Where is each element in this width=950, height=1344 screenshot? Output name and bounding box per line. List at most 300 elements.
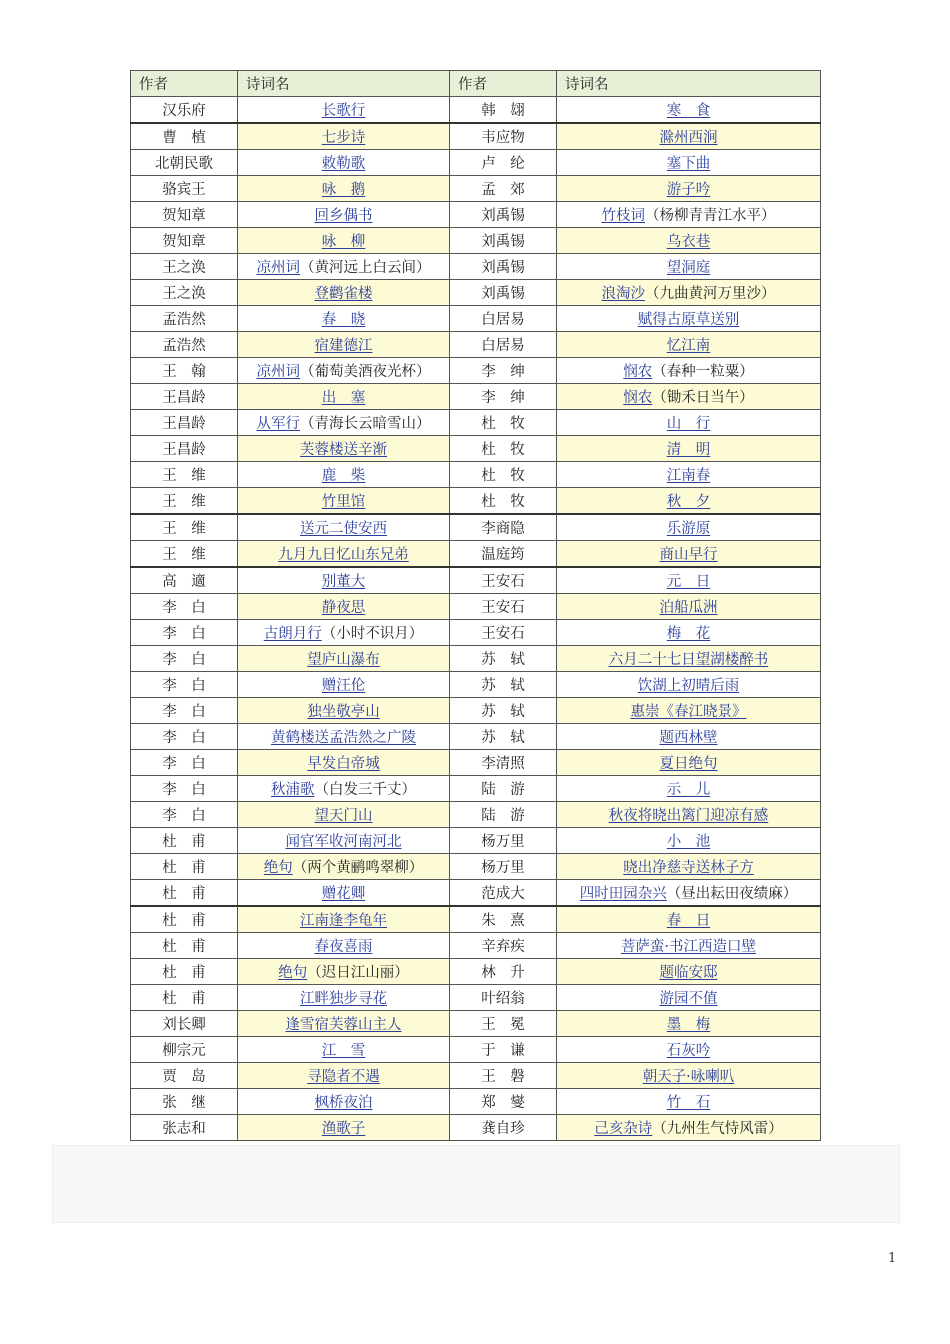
poem-title-cell bbox=[557, 1063, 821, 1089]
table-row bbox=[131, 150, 821, 176]
header-author-2: 作者 bbox=[450, 71, 557, 97]
poem-title-link[interactable]: 江畔独步寻花 bbox=[300, 991, 387, 1007]
poem-title-link[interactable]: 七步诗 bbox=[321, 130, 366, 146]
poem-title-cell bbox=[238, 150, 450, 176]
poem-first-line-note: （白发三千丈） bbox=[314, 782, 416, 798]
poem-title-link[interactable]: 九月九日忆山东兄弟 bbox=[278, 547, 409, 563]
poem-title-cell bbox=[238, 906, 450, 933]
poem-title-cell bbox=[238, 488, 450, 515]
poem-title-link[interactable]: 商山早行 bbox=[659, 547, 718, 563]
poem-title-cell bbox=[557, 306, 821, 332]
poem-title-cell bbox=[238, 462, 450, 488]
author-cell: 苏 轼 bbox=[450, 646, 557, 672]
table-row bbox=[131, 594, 821, 620]
author-cell: 贺知章 bbox=[131, 228, 238, 254]
poem-title-link[interactable]: 秋 夕 bbox=[666, 494, 711, 510]
author-cell: 曹 植 bbox=[131, 123, 238, 150]
author-cell: 刘禹锡 bbox=[450, 280, 557, 306]
poem-title-cell bbox=[238, 410, 450, 436]
poem-title-cell bbox=[557, 384, 821, 410]
poem-title-cell bbox=[238, 802, 450, 828]
poem-title-link[interactable]: 朝天子·咏喇叭 bbox=[642, 1069, 735, 1085]
poem-title-cell bbox=[557, 176, 821, 202]
poem-title-cell bbox=[238, 750, 450, 776]
poem-title-link[interactable]: 塞下曲 bbox=[666, 156, 711, 172]
header-title-1: 诗词名 bbox=[238, 71, 450, 97]
poem-title-cell bbox=[238, 828, 450, 854]
author-cell: 刘禹锡 bbox=[450, 202, 557, 228]
poem-title-link[interactable]: 石灰吟 bbox=[666, 1043, 711, 1059]
poem-title-cell bbox=[238, 1011, 450, 1037]
author-cell: 陆 游 bbox=[450, 802, 557, 828]
poem-title-cell bbox=[238, 254, 450, 280]
poem-title-link[interactable]: 小 池 bbox=[666, 834, 711, 850]
poem-title-cell bbox=[557, 358, 821, 384]
poem-title-cell bbox=[238, 854, 450, 880]
poem-title-link[interactable]: 黄鹤楼送孟浩然之广陵 bbox=[271, 730, 416, 746]
poem-title-cell bbox=[238, 594, 450, 620]
poem-title-link[interactable]: 清 明 bbox=[666, 442, 711, 458]
poem-first-line-note: （葡萄美酒夜光杯） bbox=[300, 364, 431, 380]
poem-title-link[interactable]: 春 日 bbox=[666, 913, 711, 929]
table-row bbox=[131, 462, 821, 488]
poem-title-link[interactable]: 元 日 bbox=[666, 574, 711, 590]
poem-title-cell bbox=[557, 724, 821, 750]
poem-title-link[interactable]: 春夜喜雨 bbox=[314, 939, 373, 955]
author-cell: 于 谦 bbox=[450, 1037, 557, 1063]
author-cell: 杜 甫 bbox=[131, 985, 238, 1011]
author-cell: 王安石 bbox=[450, 620, 557, 646]
table-row bbox=[131, 488, 821, 515]
table-row bbox=[131, 906, 821, 933]
author-cell: 韩 翃 bbox=[450, 97, 557, 124]
poem-title-cell bbox=[557, 672, 821, 698]
author-cell: 李商隐 bbox=[450, 514, 557, 541]
poem-title-link[interactable]: 题西林壁 bbox=[659, 730, 718, 746]
author-cell: 柳宗元 bbox=[131, 1037, 238, 1063]
author-cell: 李 白 bbox=[131, 620, 238, 646]
footer-panel bbox=[52, 1145, 900, 1223]
author-cell: 刘禹锡 bbox=[450, 228, 557, 254]
author-cell: 贾 岛 bbox=[131, 1063, 238, 1089]
poem-title-link[interactable]: 早发白帝城 bbox=[307, 756, 380, 772]
table-row bbox=[131, 410, 821, 436]
poem-title-link[interactable]: 独坐敬亭山 bbox=[307, 704, 380, 720]
table-row bbox=[131, 228, 821, 254]
poem-title-cell bbox=[557, 620, 821, 646]
table-row bbox=[131, 514, 821, 541]
poem-title-cell bbox=[238, 384, 450, 410]
author-cell: 杨万里 bbox=[450, 828, 557, 854]
header-title-2: 诗词名 bbox=[557, 71, 821, 97]
poem-title-cell bbox=[557, 698, 821, 724]
poem-title-link[interactable]: 枫桥夜泊 bbox=[314, 1095, 373, 1111]
poem-title-link[interactable]: 凉州词 bbox=[256, 364, 300, 380]
author-cell: 王 维 bbox=[131, 462, 238, 488]
poem-title-cell bbox=[557, 254, 821, 280]
poem-title-link[interactable]: 古朗月行 bbox=[263, 626, 322, 642]
poem-title-link[interactable]: 游子吟 bbox=[666, 182, 711, 198]
author-cell: 高 適 bbox=[131, 567, 238, 594]
author-cell: 王之涣 bbox=[131, 280, 238, 306]
poem-title-cell bbox=[238, 1037, 450, 1063]
poem-title-cell bbox=[238, 1115, 450, 1141]
poem-title-cell bbox=[557, 854, 821, 880]
poem-title-link[interactable]: 凉州词 bbox=[256, 260, 300, 276]
table-row bbox=[131, 1063, 821, 1089]
poem-title-cell bbox=[557, 150, 821, 176]
poem-title-link[interactable]: 墨 梅 bbox=[666, 1017, 711, 1033]
table-row bbox=[131, 1115, 821, 1141]
poem-title-link[interactable]: 春 晓 bbox=[321, 312, 366, 328]
poem-title-link[interactable]: 梅 花 bbox=[666, 626, 711, 642]
poem-title-cell bbox=[557, 202, 821, 228]
author-cell: 李 白 bbox=[131, 802, 238, 828]
poem-title-cell bbox=[238, 541, 450, 568]
author-cell: 白居易 bbox=[450, 306, 557, 332]
table-row bbox=[131, 567, 821, 594]
author-cell: 林 升 bbox=[450, 959, 557, 985]
poem-title-link[interactable]: 宿建德江 bbox=[314, 338, 373, 354]
table-row bbox=[131, 620, 821, 646]
table-row bbox=[131, 202, 821, 228]
table-row bbox=[131, 1037, 821, 1063]
poem-title-cell bbox=[238, 436, 450, 462]
poem-title-link[interactable]: 敕勒歌 bbox=[321, 156, 366, 172]
poem-title-cell bbox=[557, 828, 821, 854]
table-row bbox=[131, 280, 821, 306]
poem-title-cell bbox=[557, 776, 821, 802]
poem-title-link[interactable]: 山 行 bbox=[666, 416, 711, 432]
poem-title-link[interactable]: 秋夜将晓出篱门迎凉有感 bbox=[608, 808, 769, 824]
poem-table bbox=[130, 70, 821, 1141]
poem-title-link[interactable]: 寻隐者不遇 bbox=[307, 1069, 380, 1085]
author-cell: 张 继 bbox=[131, 1089, 238, 1115]
table-row bbox=[131, 802, 821, 828]
poem-first-line-note: （小时不识月） bbox=[321, 626, 424, 642]
poem-title-cell bbox=[238, 880, 450, 907]
poem-title-cell bbox=[557, 880, 821, 907]
author-cell: 杜 甫 bbox=[131, 828, 238, 854]
author-cell: 孟浩然 bbox=[131, 306, 238, 332]
poem-title-link[interactable]: 忆江南 bbox=[666, 338, 711, 354]
poem-title-link[interactable]: 芙蓉楼送辛渐 bbox=[300, 442, 387, 458]
author-cell: 李 绅 bbox=[450, 384, 557, 410]
poem-title-cell bbox=[557, 228, 821, 254]
poem-title-link[interactable]: 秋浦歌 bbox=[271, 782, 315, 798]
poem-title-cell bbox=[557, 514, 821, 541]
author-cell: 叶绍翁 bbox=[450, 985, 557, 1011]
poem-title-cell bbox=[238, 358, 450, 384]
table-row bbox=[131, 358, 821, 384]
author-cell: 朱 熹 bbox=[450, 906, 557, 933]
author-cell: 刘禹锡 bbox=[450, 254, 557, 280]
author-cell: 汉乐府 bbox=[131, 97, 238, 124]
poem-title-link[interactable]: 竹里馆 bbox=[321, 494, 366, 510]
poem-title-link[interactable]: 示 儿 bbox=[666, 782, 711, 798]
table-row bbox=[131, 332, 821, 358]
author-cell: 苏 轼 bbox=[450, 672, 557, 698]
poem-title-link[interactable]: 乐游原 bbox=[666, 521, 711, 537]
poem-title-link[interactable]: 赠花卿 bbox=[321, 886, 366, 902]
author-cell: 贺知章 bbox=[131, 202, 238, 228]
poem-title-link[interactable]: 绝句 bbox=[278, 965, 308, 981]
author-cell: 辛弃疾 bbox=[450, 933, 557, 959]
author-cell: 张志和 bbox=[131, 1115, 238, 1141]
poem-title-cell bbox=[238, 1089, 450, 1115]
poem-title-link[interactable]: 江南逢李龟年 bbox=[300, 913, 387, 929]
poem-title-cell bbox=[557, 567, 821, 594]
poem-title-cell bbox=[238, 306, 450, 332]
poem-title-link[interactable]: 咏 鹅 bbox=[321, 182, 366, 198]
table-row bbox=[131, 306, 821, 332]
poem-title-link[interactable]: 望洞庭 bbox=[666, 260, 711, 276]
author-cell: 温庭筠 bbox=[450, 541, 557, 568]
poem-title-link[interactable]: 寒 食 bbox=[666, 103, 711, 119]
poem-title-cell bbox=[557, 933, 821, 959]
poem-title-link[interactable]: 别董大 bbox=[321, 574, 366, 590]
author-cell: 李 白 bbox=[131, 646, 238, 672]
poem-title-link[interactable]: 咏 柳 bbox=[321, 234, 366, 250]
poem-title-link[interactable]: 绝句 bbox=[263, 860, 293, 876]
author-cell: 李 绅 bbox=[450, 358, 557, 384]
author-cell: 郑 燮 bbox=[450, 1089, 557, 1115]
author-cell: 杨万里 bbox=[450, 854, 557, 880]
poem-title-link[interactable]: 渔歌子 bbox=[321, 1121, 366, 1137]
poem-title-cell bbox=[557, 462, 821, 488]
poem-title-link[interactable]: 江 雪 bbox=[321, 1043, 366, 1059]
poem-title-link[interactable]: 乌衣巷 bbox=[666, 234, 711, 250]
author-cell: 陆 游 bbox=[450, 776, 557, 802]
poem-title-link[interactable]: 滁州西涧 bbox=[659, 130, 718, 146]
poem-title-cell bbox=[557, 750, 821, 776]
poem-title-cell bbox=[557, 488, 821, 515]
poem-title-cell bbox=[238, 1063, 450, 1089]
page-number: 1 bbox=[888, 1251, 897, 1266]
poem-title-cell bbox=[238, 332, 450, 358]
author-cell: 杜 牧 bbox=[450, 488, 557, 515]
poem-title-cell bbox=[238, 567, 450, 594]
poem-title-cell bbox=[557, 123, 821, 150]
author-cell: 杜 甫 bbox=[131, 933, 238, 959]
poem-title-link[interactable]: 泊船瓜洲 bbox=[659, 600, 718, 616]
table-row bbox=[131, 123, 821, 150]
poem-title-cell bbox=[238, 672, 450, 698]
poem-title-cell bbox=[238, 933, 450, 959]
poem-title-link[interactable]: 饮湖上初晴后雨 bbox=[637, 678, 740, 694]
poem-title-link[interactable]: 从军行 bbox=[256, 416, 300, 432]
poem-title-link[interactable]: 江南春 bbox=[666, 468, 711, 484]
table-row bbox=[131, 880, 821, 907]
poem-title-cell bbox=[238, 280, 450, 306]
poem-title-link[interactable]: 竹枝词 bbox=[601, 208, 645, 224]
author-cell: 王昌龄 bbox=[131, 410, 238, 436]
poem-title-cell bbox=[238, 724, 450, 750]
poem-title-link[interactable]: 鹿 柴 bbox=[321, 468, 366, 484]
author-cell: 王昌龄 bbox=[131, 436, 238, 462]
author-cell: 骆宾王 bbox=[131, 176, 238, 202]
poem-title-cell bbox=[557, 594, 821, 620]
author-cell: 李 白 bbox=[131, 750, 238, 776]
table-row bbox=[131, 854, 821, 880]
author-cell: 王 维 bbox=[131, 488, 238, 515]
poem-title-cell bbox=[557, 646, 821, 672]
author-cell: 杜 甫 bbox=[131, 880, 238, 907]
poem-title-cell bbox=[238, 985, 450, 1011]
table-row bbox=[131, 1011, 821, 1037]
table-row bbox=[131, 750, 821, 776]
author-cell: 杜 甫 bbox=[131, 959, 238, 985]
poem-title-cell bbox=[238, 176, 450, 202]
author-cell: 龚自珍 bbox=[450, 1115, 557, 1141]
poem-title-cell bbox=[238, 228, 450, 254]
author-cell: 杜 牧 bbox=[450, 436, 557, 462]
poem-title-cell bbox=[238, 620, 450, 646]
table-row bbox=[131, 776, 821, 802]
poem-first-line-note: （青海长云暗雪山） bbox=[300, 416, 431, 432]
author-cell: 范成大 bbox=[450, 880, 557, 907]
poem-title-cell bbox=[238, 959, 450, 985]
poem-title-link[interactable]: 登鹳雀楼 bbox=[314, 286, 373, 302]
poem-title-link[interactable]: 己亥杂诗 bbox=[594, 1121, 653, 1137]
table-row bbox=[131, 1089, 821, 1115]
poem-title-link[interactable]: 逢雪宿芙蓉山主人 bbox=[285, 1017, 402, 1033]
author-cell: 王昌龄 bbox=[131, 384, 238, 410]
author-cell: 王 翰 bbox=[131, 358, 238, 384]
poem-title-link[interactable]: 赋得古原草送别 bbox=[637, 312, 740, 328]
table-row bbox=[131, 933, 821, 959]
poem-title-link[interactable]: 游园不值 bbox=[659, 991, 718, 1007]
poem-title-cell bbox=[557, 410, 821, 436]
poem-title-link[interactable]: 长歌行 bbox=[321, 103, 366, 119]
table-row bbox=[131, 828, 821, 854]
author-cell: 韦应物 bbox=[450, 123, 557, 150]
author-cell: 王 维 bbox=[131, 514, 238, 541]
author-cell: 孟 郊 bbox=[450, 176, 557, 202]
poem-title-link[interactable]: 赠汪伦 bbox=[321, 678, 366, 694]
poem-title-link[interactable]: 闻官军收河南河北 bbox=[285, 834, 402, 850]
poem-title-cell bbox=[557, 802, 821, 828]
table-row bbox=[131, 97, 821, 124]
poem-title-cell bbox=[238, 97, 450, 124]
poem-first-line-note: （昼出耘田夜绩麻） bbox=[666, 886, 798, 902]
poem-title-cell bbox=[557, 436, 821, 462]
poem-first-line-note: （两个黄鹂鸣翠柳） bbox=[292, 860, 424, 876]
poem-title-link[interactable]: 浪淘沙 bbox=[601, 286, 645, 302]
author-cell: 杜 牧 bbox=[450, 462, 557, 488]
author-cell: 王安石 bbox=[450, 594, 557, 620]
poem-title-cell bbox=[238, 123, 450, 150]
author-cell: 杜 牧 bbox=[450, 410, 557, 436]
author-cell: 北朝民歌 bbox=[131, 150, 238, 176]
table-row bbox=[131, 698, 821, 724]
poem-title-cell bbox=[238, 202, 450, 228]
poem-title-cell bbox=[557, 97, 821, 124]
table-row bbox=[131, 672, 821, 698]
poem-title-cell bbox=[557, 1115, 821, 1141]
poem-title-link[interactable]: 题临安邸 bbox=[659, 965, 718, 981]
author-cell: 李 白 bbox=[131, 724, 238, 750]
poem-first-line-note: （杨柳青青江水平） bbox=[645, 208, 776, 224]
author-cell: 白居易 bbox=[450, 332, 557, 358]
author-cell: 李 白 bbox=[131, 594, 238, 620]
author-cell: 李 白 bbox=[131, 698, 238, 724]
poem-title-link[interactable]: 竹 石 bbox=[666, 1095, 711, 1111]
table-row bbox=[131, 959, 821, 985]
poem-title-cell bbox=[238, 646, 450, 672]
poem-first-line-note: （春种一粒粟） bbox=[652, 364, 754, 380]
author-cell: 李 白 bbox=[131, 776, 238, 802]
poem-title-cell bbox=[557, 1089, 821, 1115]
author-cell: 王 冕 bbox=[450, 1011, 557, 1037]
poem-first-line-note: （九州生气恃风雷） bbox=[652, 1121, 783, 1137]
author-cell: 苏 轼 bbox=[450, 698, 557, 724]
poem-title-link[interactable]: 菩萨蛮·书江西造口壁 bbox=[620, 939, 757, 955]
poem-title-cell bbox=[557, 985, 821, 1011]
poem-title-link[interactable]: 回乡偶书 bbox=[314, 208, 373, 224]
author-cell: 杜 甫 bbox=[131, 906, 238, 933]
author-cell: 李清照 bbox=[450, 750, 557, 776]
table-row bbox=[131, 384, 821, 410]
header-author-1: 作者 bbox=[131, 71, 238, 97]
table-row bbox=[131, 646, 821, 672]
poem-first-line-note: （黄河远上白云间） bbox=[300, 260, 431, 276]
poem-table-body bbox=[131, 97, 821, 1141]
poem-first-line-note: （迟日江山丽） bbox=[307, 965, 409, 981]
poem-title-cell bbox=[238, 514, 450, 541]
poem-title-cell bbox=[557, 541, 821, 568]
author-cell: 王安石 bbox=[450, 567, 557, 594]
author-cell: 孟浩然 bbox=[131, 332, 238, 358]
poem-title-cell bbox=[557, 1037, 821, 1063]
poem-title-link[interactable]: 出 塞 bbox=[321, 390, 366, 406]
poem-title-link[interactable]: 晓出净慈寺送林子方 bbox=[623, 860, 754, 876]
author-cell: 王 磐 bbox=[450, 1063, 557, 1089]
author-cell: 卢 纶 bbox=[450, 150, 557, 176]
author-cell: 王之涣 bbox=[131, 254, 238, 280]
poem-title-link[interactable]: 静夜思 bbox=[321, 600, 366, 616]
poem-title-link[interactable]: 望庐山瀑布 bbox=[307, 652, 380, 668]
poem-title-link[interactable]: 悯农 bbox=[623, 364, 653, 380]
author-cell: 李 白 bbox=[131, 672, 238, 698]
poem-title-link[interactable]: 悯农 bbox=[623, 390, 653, 406]
poem-title-cell bbox=[557, 959, 821, 985]
table-header-row bbox=[131, 71, 821, 97]
poem-title-cell bbox=[238, 776, 450, 802]
poem-title-link[interactable]: 望天门山 bbox=[314, 808, 373, 824]
poem-title-link[interactable]: 惠崇《春江晓景》 bbox=[630, 704, 747, 720]
author-cell: 苏 轼 bbox=[450, 724, 557, 750]
poem-title-link[interactable]: 送元二使安西 bbox=[300, 521, 387, 537]
author-cell: 王 维 bbox=[131, 541, 238, 568]
poem-title-cell bbox=[238, 698, 450, 724]
poem-title-link[interactable]: 六月二十七日望湖楼醉书 bbox=[608, 652, 769, 668]
poem-title-link[interactable]: 四时田园杂兴 bbox=[579, 886, 667, 902]
poem-title-cell bbox=[557, 280, 821, 306]
poem-first-line-note: （锄禾日当午） bbox=[652, 390, 754, 406]
author-cell: 杜 甫 bbox=[131, 854, 238, 880]
table-row bbox=[131, 436, 821, 462]
poem-title-cell bbox=[557, 906, 821, 933]
author-cell: 刘长卿 bbox=[131, 1011, 238, 1037]
table-row bbox=[131, 541, 821, 568]
poem-title-link[interactable]: 夏日绝句 bbox=[659, 756, 718, 772]
table-row bbox=[131, 724, 821, 750]
table-row bbox=[131, 254, 821, 280]
poem-first-line-note: （九曲黄河万里沙） bbox=[645, 286, 776, 302]
table-row bbox=[131, 176, 821, 202]
poem-title-cell bbox=[557, 1011, 821, 1037]
